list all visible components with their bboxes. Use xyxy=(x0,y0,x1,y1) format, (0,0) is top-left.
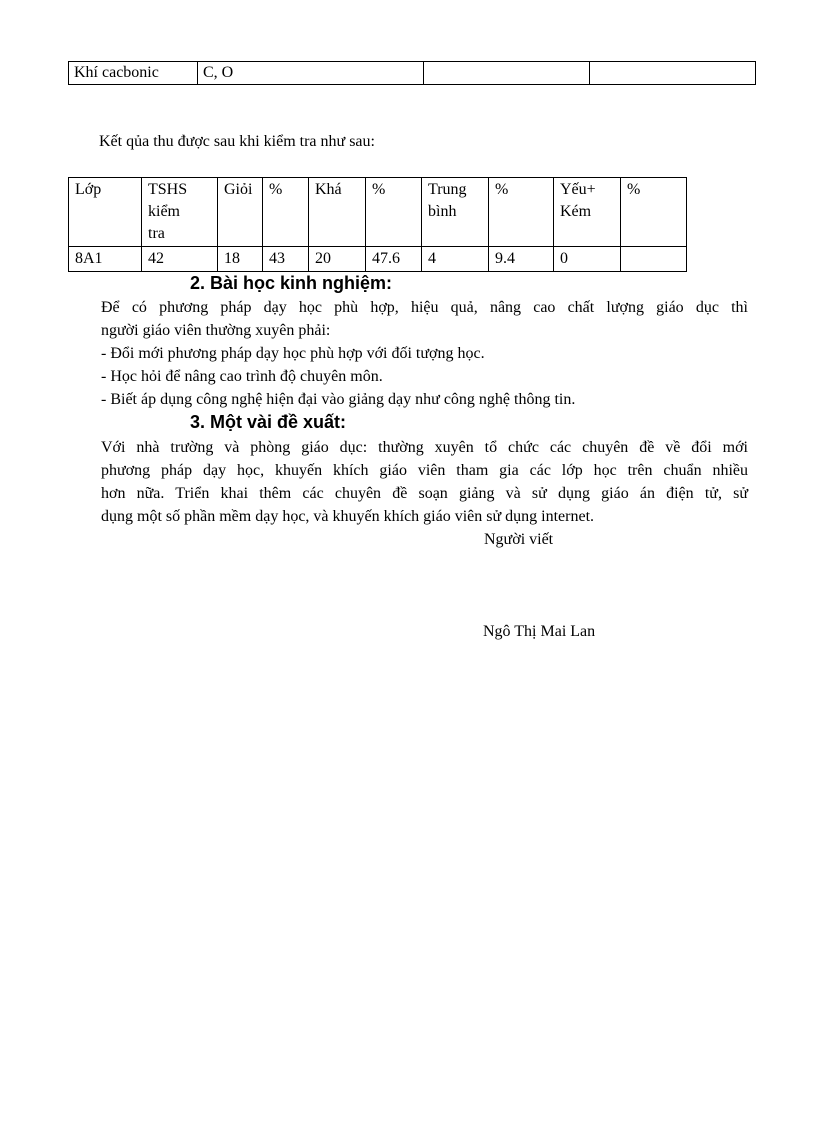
lessons-paragraph xyxy=(101,296,748,411)
paragraph-line: hơn nữa. Triển khai thêm các chuyên đề soạn giảng và sử dụng giáo án điện tử, sử xyxy=(101,485,748,502)
column-header-label: % xyxy=(627,181,641,198)
column-header xyxy=(263,178,309,247)
column-header xyxy=(69,178,142,247)
proposals-paragraph xyxy=(101,436,748,528)
column-header xyxy=(554,178,621,247)
table-header-row xyxy=(69,178,687,247)
table-cell xyxy=(621,247,687,272)
table-cell: 20 xyxy=(309,247,366,272)
column-header-label: tra xyxy=(148,225,165,242)
section-heading-lessons: 2. Bài học kinh nghiệm: xyxy=(190,273,393,293)
table-cell xyxy=(590,62,756,85)
table-cell xyxy=(424,62,590,85)
column-header-label: Khá xyxy=(315,181,342,198)
column-header-label: % xyxy=(269,181,283,198)
table-cell: 0 xyxy=(554,247,621,272)
column-header xyxy=(142,178,218,247)
paragraph-line: người giáo viên thường xuyên phải: xyxy=(101,322,331,339)
column-header xyxy=(218,178,263,247)
column-header xyxy=(422,178,489,247)
table-cell: 47.6 xyxy=(366,247,422,272)
table-cell: 8A1 xyxy=(69,247,142,272)
table-cell: C, O xyxy=(198,62,424,85)
column-header-label: Giỏi xyxy=(224,181,253,198)
table-cell: Khí cacbonic xyxy=(69,62,198,85)
results-intro-text: Kết qủa thu được sau khi kiểm tra như sau: xyxy=(99,133,375,150)
table-cell: 4 xyxy=(422,247,489,272)
paragraph-line: phương pháp dạy học, khuyến khích giáo viên tham gia các lớp học trên chuẩn nhiều xyxy=(101,462,748,479)
column-header xyxy=(489,178,554,247)
table-row xyxy=(69,62,756,85)
table-cell: 42 xyxy=(142,247,218,272)
column-header xyxy=(366,178,422,247)
results-table xyxy=(68,177,687,272)
bullet-item: - Học hỏi để nâng cao trình độ chuyên môn. xyxy=(101,368,383,385)
column-header-label: bình xyxy=(428,203,457,220)
column-header-label: % xyxy=(372,181,386,198)
column-header-label: Yếu+ xyxy=(560,181,596,198)
bullet-item: - Biết áp dụng công nghệ hiện đại vào giảng dạy như công nghệ thông tin. xyxy=(101,391,576,408)
column-header-label: Kém xyxy=(560,203,592,220)
column-header-label: kiểm xyxy=(148,203,180,220)
column-header-label: TSHS xyxy=(148,181,188,198)
column-header xyxy=(309,178,366,247)
column-header-label: % xyxy=(495,181,509,198)
signature-title: Người viết xyxy=(484,531,554,548)
gas-table xyxy=(68,61,756,85)
paragraph-line: Với nhà trường và phòng giáo dục: thường xuyên tổ chức các chuyên đề về đổi mới xyxy=(101,439,748,456)
table-row xyxy=(69,247,687,272)
table-cell: 18 xyxy=(218,247,263,272)
column-header-label: Lớp xyxy=(75,181,102,198)
table-cell: 43 xyxy=(263,247,309,272)
paragraph-line: dụng một số phần mềm dạy học, và khuyến khích giáo viên sử dụng internet. xyxy=(101,508,595,525)
bullet-item: - Đổi mới phương pháp dạy học phù hợp với đối tượng học. xyxy=(101,345,485,362)
section-heading-proposals: 3. Một vài đề xuất: xyxy=(190,412,347,432)
column-header-label: Trung xyxy=(428,181,467,198)
paragraph-line: Để có phương pháp dạy học phù hợp, hiệu quả, nâng cao chất lượng giáo dục thì xyxy=(101,299,748,316)
signature-name: Ngô Thị Mai Lan xyxy=(483,623,596,640)
table-cell: 9.4 xyxy=(489,247,554,272)
column-header xyxy=(621,178,687,247)
